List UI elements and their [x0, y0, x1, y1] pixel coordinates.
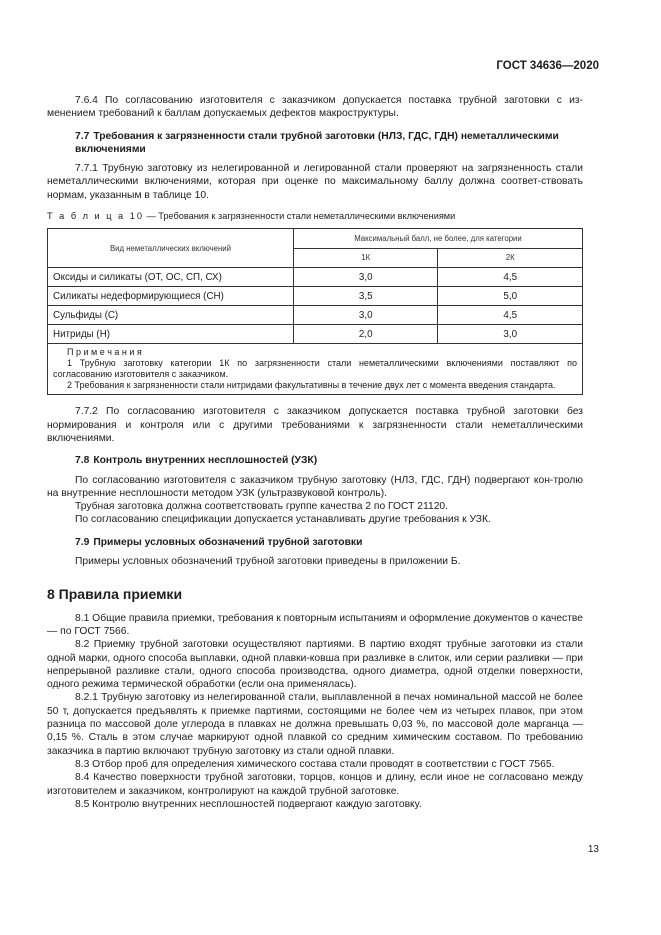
- page-number: 13: [587, 844, 599, 855]
- section-7-9-heading: [47, 536, 583, 549]
- cell-1k-value: 3,0: [294, 268, 438, 287]
- paragraph-7-8-c: По согласованию спецификации допускается устанавливать другие требования к УЗК.: [75, 514, 491, 526]
- col-header-1k: 1К: [294, 248, 438, 268]
- col-header-2k: 2К: [438, 248, 583, 268]
- section-number: 7.7: [75, 130, 90, 142]
- cell-2k-value: 3,0: [438, 325, 583, 344]
- cell-2k-value: 5,0: [438, 287, 583, 306]
- cell-1k-value: 3,5: [294, 287, 438, 306]
- paragraph-8-5: 8.5 Контролю внутренних несплошностей подвергают каждую заготовку.: [75, 798, 422, 810]
- table-notes: [48, 344, 583, 395]
- cell-2k-value: 4,5: [438, 306, 583, 325]
- table-caption-label: Т а б л и ц а 10: [47, 211, 144, 222]
- cell-inclusion-name: Силикаты недеформирующиеся (СН): [48, 287, 294, 306]
- notes-title: П р и м е ч а н и я: [67, 347, 142, 358]
- paragraph-7-8-a: По согласованию изготовителя с заказчиком трубную заготовку (НЛЗ, ГДС, ГДН) подвергают кон-тролю на внутренние несплошности методом УЗК (ультразвуковой контроль).: [47, 474, 583, 499]
- paragraph-7-7-1: 7.7.1 Трубную заготовку из нелегированной и легированной стали проверяют на загрязненность стали неметаллическими включениями, которая при оценке по максимальному баллу должна соответ-ствовать нормам, указанным в таблице 10.: [47, 163, 583, 201]
- table-notes-row: [48, 344, 583, 395]
- section-title: Требования к загрязненности стали трубной заготовки (НЛЗ, ГДС, ГДН) неметаллическими включениями: [75, 130, 559, 155]
- cell-2k-value: 4,5: [438, 268, 583, 287]
- section-8-heading: 8 Правила приемки: [47, 586, 183, 603]
- table-row: [48, 306, 583, 325]
- paragraph-7-7-2: 7.7.2 По согласованию изготовителя с заказчиком допускается поставка трубной заготовки без нормирования и контроля или с другими требованиями к загрязненности стали неметаллическими включениями.: [47, 406, 583, 444]
- table-row: [48, 325, 583, 344]
- paragraph-8-4: 8.4 Качество поверхности трубной заготовки, торцов, концов и длину, если иное не согласовано между изготовителем и заказчиком, контролируют на каждой трубной заготовке.: [47, 772, 583, 797]
- note-1: 1 Трубную заготовку категории 1К по загрязненности стали неметаллическими включениями поставляют по согласованию изготовителя с заказчиком.: [53, 358, 577, 380]
- document-body: [47, 94, 583, 811]
- section-7-7-heading: [47, 130, 583, 157]
- paragraph-8-2: 8.2 Приемку трубной заготовки осуществляют партиями. В партию входят трубные заготовки из стали одной марки, одного способа выплавки, одной плавки-ковша при разливке в слиток, или серии разливки — при непрерывной разливке стали, одного способа производства, одного диаметра, одной отделки поверхности, одного режима термической обработки (если она применялась).: [47, 639, 583, 691]
- contamination-table: [47, 228, 583, 395]
- paragraph-8-3: 8.3 Отбор проб для определения химического состава стали проводят в соответствии с ГОСТ 7565.: [75, 758, 555, 770]
- paragraph-7-9: Примеры условных обозначений трубной заготовки приведены в приложении Б.: [75, 556, 461, 568]
- table-caption-text: — Требования к загрязненности стали неметаллическими включениями: [143, 211, 456, 222]
- section-number: 7.9: [75, 536, 90, 548]
- col-header-inclusion-type: Вид неметаллических включений: [48, 229, 294, 268]
- note-2: 2 Требования к загрязненности стали нитридами факультативны в течение двух лет с момента введения стандарта.: [67, 380, 556, 391]
- paragraph-8-1: 8.1 Общие правила приемки, требования к повторным испытаниям и оформление документов о качестве — по ГОСТ 7566.: [47, 612, 583, 637]
- cell-inclusion-name: Оксиды и силикаты (ОТ, ОС, СП, СХ): [48, 268, 294, 287]
- table-header-row: [48, 229, 583, 249]
- table-caption: [47, 210, 583, 223]
- cell-1k-value: 2,0: [294, 325, 438, 344]
- table-row: [48, 268, 583, 287]
- col-header-max-score: Максимальный балл, не более, для категории: [294, 229, 583, 249]
- section-7-8-heading: [47, 454, 583, 467]
- paragraph-8-2-1: 8.2.1 Трубную заготовку из нелегированной стали, выплавленной в печах номинальной массой не более 50 т, допускается предъявлять к приемке партиями, состоящими не более чем из четырех плавок, при этом разница по массовой доле углерода в плавках не должна превышать 0,03 %, по массовой доле марганца — 0,15 %. Сталь в этом случае маркируют одной плавкой со средним химическим составом. По требованию заказчика в партию включают трубную заготовку из стали одной плавки.: [47, 692, 583, 757]
- paragraph-7-8-b: Трубная заготовка должна соответствовать группе качества 2 по ГОСТ 21120.: [75, 501, 449, 513]
- table-row: [48, 287, 583, 306]
- cell-inclusion-name: Нитриды (Н): [48, 325, 294, 344]
- cell-1k-value: 3,0: [294, 306, 438, 325]
- section-title: Контроль внутренних несплошностей (УЗК): [93, 455, 318, 467]
- cell-inclusion-name: Сульфиды (С): [48, 306, 294, 325]
- section-title: Примеры условных обозначений трубной заготовки: [93, 536, 363, 548]
- section-number: 7.8: [75, 455, 90, 467]
- document-header: ГОСТ 34636—2020: [496, 60, 599, 72]
- paragraph-7-6-4: 7.6.4 По согласованию изготовителя с заказчиком допускается поставка трубной заготовки с из-менением требований к баллам допускаемых дефектов макроструктуры.: [47, 95, 583, 120]
